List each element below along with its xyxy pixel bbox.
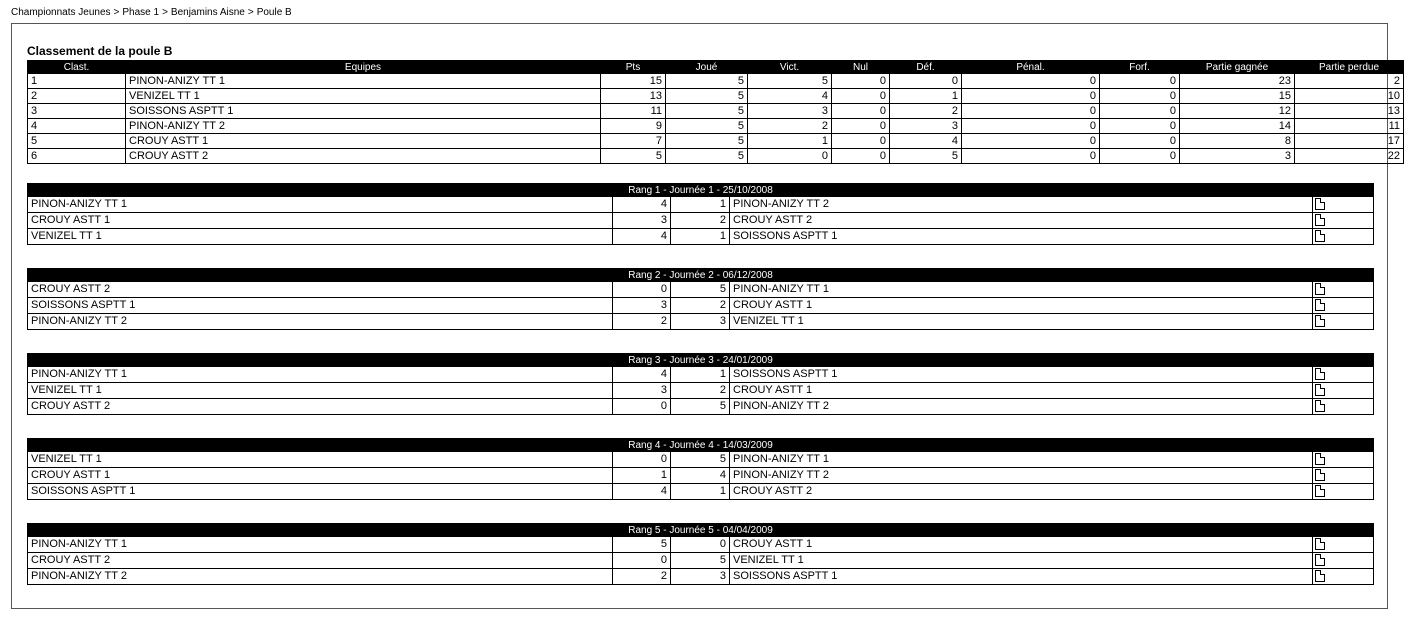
ranking-cell-vict: 0: [748, 149, 832, 164]
match-sheet-cell: [1313, 484, 1374, 500]
away-team: SOISSONS ASPTT 1: [730, 569, 1313, 585]
home-team: VENIZEL TT 1: [28, 452, 613, 468]
ranking-cell-partie-perdue: 11: [1295, 119, 1404, 134]
away-team: PINON-ANIZY TT 2: [730, 468, 1313, 484]
ranking-cell-joue: 5: [666, 74, 748, 89]
away-team: CROUY ASTT 1: [730, 383, 1313, 399]
match-sheet-cell: [1313, 298, 1374, 314]
match-row: [28, 468, 1374, 484]
ranking-row: [28, 134, 1404, 149]
ranking-cell-forf: 0: [1100, 134, 1180, 149]
home-team: PINON-ANIZY TT 1: [28, 367, 613, 383]
round-title: Rang 1 - Journée 1 - 25/10/2008: [28, 184, 1374, 197]
match-sheet-cell: [1313, 468, 1374, 484]
away-score: 1: [671, 229, 730, 245]
round-table: [27, 523, 1374, 585]
match-row: [28, 383, 1374, 399]
away-score: 4: [671, 468, 730, 484]
match-sheet-document-icon[interactable]: [1315, 214, 1325, 226]
ranking-cell-vict: 3: [748, 104, 832, 119]
match-row: [28, 537, 1374, 553]
away-score: 3: [671, 569, 730, 585]
round-title: Rang 2 - Journée 2 - 06/12/2008: [28, 269, 1374, 282]
ranking-cell-equipes: CROUY ASTT 1: [126, 134, 601, 149]
ranking-cell-penal: 0: [962, 134, 1100, 149]
ranking-cell-nul: 0: [832, 134, 890, 149]
ranking-cell-nul: 0: [832, 89, 890, 104]
ranking-table: [27, 60, 1404, 164]
ranking-cell-pts: 15: [601, 74, 666, 89]
round-header-row: [28, 354, 1374, 367]
home-score: 0: [613, 553, 671, 569]
match-sheet-document-icon[interactable]: [1315, 198, 1325, 210]
home-score: 3: [613, 383, 671, 399]
ranking-cell-nul: 0: [832, 149, 890, 164]
home-team: VENIZEL TT 1: [28, 383, 613, 399]
ranking-cell-vict: 2: [748, 119, 832, 134]
round-header-row: [28, 269, 1374, 282]
match-sheet-document-icon[interactable]: [1315, 230, 1325, 242]
ranking-cell-pts: 11: [601, 104, 666, 119]
away-score: 2: [671, 298, 730, 314]
ranking-cell-partie-perdue: 22: [1295, 149, 1404, 164]
breadcrumb-separator: >: [162, 7, 168, 18]
ranking-cell-joue: 5: [666, 149, 748, 164]
ranking-cell-penal: 0: [962, 89, 1100, 104]
match-sheet-cell: [1313, 282, 1374, 298]
match-sheet-cell: [1313, 399, 1374, 415]
ranking-cell-joue: 5: [666, 134, 748, 149]
ranking-cell-partie-perdue: 10: [1295, 89, 1404, 104]
home-team: VENIZEL TT 1: [28, 229, 613, 245]
ranking-row: [28, 74, 1404, 89]
home-score: 2: [613, 569, 671, 585]
match-sheet-cell: [1313, 314, 1374, 330]
away-team: SOISSONS ASPTT 1: [730, 367, 1313, 383]
away-team: PINON-ANIZY TT 2: [730, 399, 1313, 415]
ranking-cell-pts: 9: [601, 119, 666, 134]
breadcrumb-item-phase[interactable]: Phase 1: [122, 7, 160, 18]
ranking-header-row: [28, 61, 1404, 74]
match-row: [28, 484, 1374, 500]
round-title: Rang 3 - Journée 3 - 24/01/2009: [28, 354, 1374, 367]
home-score: 5: [613, 537, 671, 553]
ranking-cell-def: 1: [890, 89, 962, 104]
match-sheet-document-icon[interactable]: [1315, 299, 1325, 311]
ranking-cell-clast: 4: [28, 119, 126, 134]
ranking-cell-partie-perdue: 2: [1295, 74, 1404, 89]
ranking-cell-penal: 0: [962, 119, 1100, 134]
match-row: [28, 298, 1374, 314]
ranking-cell-partie-perdue: 17: [1295, 134, 1404, 149]
match-sheet-document-icon[interactable]: [1315, 368, 1325, 380]
match-sheet-cell: [1313, 553, 1374, 569]
match-sheet-document-icon[interactable]: [1315, 315, 1325, 327]
match-row: [28, 553, 1374, 569]
away-score: 1: [671, 367, 730, 383]
ranking-cell-pts: 13: [601, 89, 666, 104]
away-team: PINON-ANIZY TT 1: [730, 282, 1313, 298]
breadcrumb: [11, 7, 292, 18]
ranking-cell-equipes: PINON-ANIZY TT 2: [126, 119, 601, 134]
ranking-cell-forf: 0: [1100, 149, 1180, 164]
ranking-cell-partie-gagnee: 8: [1180, 134, 1295, 149]
away-score: 5: [671, 282, 730, 298]
away-team: VENIZEL TT 1: [730, 553, 1313, 569]
ranking-cell-clast: 3: [28, 104, 126, 119]
round-title: Rang 5 - Journée 5 - 04/04/2009: [28, 524, 1374, 537]
column-header-clast: Clast.: [28, 61, 126, 74]
away-team: VENIZEL TT 1: [730, 314, 1313, 330]
home-score: 0: [613, 282, 671, 298]
breadcrumb-item-poule[interactable]: Poule B: [256, 7, 292, 18]
home-team: CROUY ASTT 1: [28, 213, 613, 229]
match-sheet-document-icon[interactable]: [1315, 384, 1325, 396]
ranking-cell-equipes: PINON-ANIZY TT 1: [126, 74, 601, 89]
match-row: [28, 314, 1374, 330]
match-row: [28, 452, 1374, 468]
away-team: SOISSONS ASPTT 1: [730, 229, 1313, 245]
ranking-cell-equipes: CROUY ASTT 2: [126, 149, 601, 164]
ranking-cell-clast: 1: [28, 74, 126, 89]
home-score: 2: [613, 314, 671, 330]
column-header-partie-gagnee: Partie gagnée: [1180, 61, 1295, 74]
breadcrumb-item-championnats[interactable]: Championnats Jeunes: [11, 7, 111, 18]
ranking-cell-forf: 0: [1100, 104, 1180, 119]
ranking-row: [28, 149, 1404, 164]
home-score: 0: [613, 399, 671, 415]
home-score: 0: [613, 452, 671, 468]
ranking-cell-partie-gagnee: 23: [1180, 74, 1295, 89]
match-row: [28, 197, 1374, 213]
home-team: PINON-ANIZY TT 2: [28, 314, 613, 330]
ranking-cell-equipes: VENIZEL TT 1: [126, 89, 601, 104]
breadcrumb-item-division[interactable]: Benjamins Aisne: [170, 7, 245, 18]
match-sheet-document-icon[interactable]: [1315, 485, 1325, 497]
ranking-cell-def: 2: [890, 104, 962, 119]
ranking-cell-nul: 0: [832, 74, 890, 89]
match-sheet-document-icon[interactable]: [1315, 554, 1325, 566]
ranking-cell-vict: 4: [748, 89, 832, 104]
round-header-row: [28, 184, 1374, 197]
ranking-cell-def: 4: [890, 134, 962, 149]
home-score: 3: [613, 298, 671, 314]
ranking-row: [28, 104, 1404, 119]
home-score: 4: [613, 367, 671, 383]
round-title: Rang 4 - Journée 4 - 14/03/2009: [28, 439, 1374, 452]
home-team: SOISSONS ASPTT 1: [28, 484, 613, 500]
ranking-cell-equipes: SOISSONS ASPTT 1: [126, 104, 601, 119]
ranking-cell-def: 3: [890, 119, 962, 134]
match-sheet-cell: [1313, 537, 1374, 553]
match-row: [28, 213, 1374, 229]
home-team: CROUY ASTT 2: [28, 553, 613, 569]
ranking-cell-joue: 5: [666, 119, 748, 134]
home-team: PINON-ANIZY TT 2: [28, 569, 613, 585]
home-team: SOISSONS ASPTT 1: [28, 298, 613, 314]
ranking-cell-partie-perdue: 13: [1295, 104, 1404, 119]
match-sheet-document-icon[interactable]: [1315, 283, 1325, 295]
column-header-penal: Pénal.: [962, 61, 1100, 74]
column-header-partie-perdue: Partie perdue: [1295, 61, 1404, 74]
match-row: [28, 367, 1374, 383]
round-table: [27, 183, 1374, 245]
column-header-vict: Vict.: [748, 61, 832, 74]
away-score: 2: [671, 383, 730, 399]
away-team: PINON-ANIZY TT 1: [730, 452, 1313, 468]
away-score: 5: [671, 452, 730, 468]
column-header-forf: Forf.: [1100, 61, 1180, 74]
home-team: PINON-ANIZY TT 1: [28, 537, 613, 553]
round-header-row: [28, 439, 1374, 452]
ranking-row: [28, 89, 1404, 104]
match-sheet-document-icon[interactable]: [1315, 469, 1325, 481]
ranking-cell-joue: 5: [666, 104, 748, 119]
home-team: CROUY ASTT 2: [28, 282, 613, 298]
away-team: CROUY ASTT 2: [730, 484, 1313, 500]
ranking-cell-clast: 5: [28, 134, 126, 149]
home-team: PINON-ANIZY TT 1: [28, 197, 613, 213]
round-header-row: [28, 524, 1374, 537]
match-row: [28, 399, 1374, 415]
ranking-cell-joue: 5: [666, 89, 748, 104]
home-team: CROUY ASTT 1: [28, 468, 613, 484]
match-sheet-document-icon[interactable]: [1315, 570, 1325, 582]
ranking-cell-partie-gagnee: 3: [1180, 149, 1295, 164]
match-sheet-cell: [1313, 213, 1374, 229]
home-score: 4: [613, 484, 671, 500]
ranking-cell-def: 0: [890, 74, 962, 89]
column-header-joue: Joué: [666, 61, 748, 74]
match-row: [28, 569, 1374, 585]
round-table: [27, 268, 1374, 330]
match-sheet-document-icon[interactable]: [1315, 453, 1325, 465]
match-sheet-cell: [1313, 229, 1374, 245]
column-header-equipes: Equipes: [126, 61, 601, 74]
column-header-nul: Nul: [832, 61, 890, 74]
ranking-cell-nul: 0: [832, 104, 890, 119]
round-table: [27, 438, 1374, 500]
away-team: PINON-ANIZY TT 2: [730, 197, 1313, 213]
ranking-cell-penal: 0: [962, 149, 1100, 164]
ranking-cell-forf: 0: [1100, 119, 1180, 134]
away-score: 5: [671, 553, 730, 569]
away-score: 2: [671, 213, 730, 229]
ranking-cell-def: 5: [890, 149, 962, 164]
ranking-row: [28, 119, 1404, 134]
ranking-cell-clast: 2: [28, 89, 126, 104]
column-header-def: Déf.: [890, 61, 962, 74]
away-team: CROUY ASTT 2: [730, 213, 1313, 229]
match-row: [28, 229, 1374, 245]
home-score: 1: [613, 468, 671, 484]
column-header-pts: Pts: [601, 61, 666, 74]
round-table: [27, 353, 1374, 415]
home-team: CROUY ASTT 2: [28, 399, 613, 415]
match-sheet-cell: [1313, 197, 1374, 213]
away-score: 5: [671, 399, 730, 415]
ranking-cell-partie-gagnee: 15: [1180, 89, 1295, 104]
ranking-cell-partie-gagnee: 14: [1180, 119, 1295, 134]
home-score: 4: [613, 229, 671, 245]
ranking-cell-forf: 0: [1100, 74, 1180, 89]
ranking-cell-penal: 0: [962, 74, 1100, 89]
ranking-cell-forf: 0: [1100, 89, 1180, 104]
ranking-cell-pts: 5: [601, 149, 666, 164]
match-row: [28, 282, 1374, 298]
ranking-cell-partie-gagnee: 12: [1180, 104, 1295, 119]
match-sheet-cell: [1313, 367, 1374, 383]
ranking-cell-vict: 5: [748, 74, 832, 89]
ranking-cell-nul: 0: [832, 119, 890, 134]
ranking-cell-penal: 0: [962, 104, 1100, 119]
match-sheet-cell: [1313, 569, 1374, 585]
breadcrumb-separator: >: [113, 7, 120, 18]
away-score: 1: [671, 484, 730, 500]
ranking-cell-vict: 1: [748, 134, 832, 149]
page-title: Classement de la poule B: [27, 44, 173, 58]
away-score: 1: [671, 197, 730, 213]
breadcrumb-separator: >: [247, 7, 254, 18]
home-score: 4: [613, 197, 671, 213]
away-team: CROUY ASTT 1: [730, 537, 1313, 553]
match-sheet-document-icon[interactable]: [1315, 400, 1325, 412]
home-score: 3: [613, 213, 671, 229]
match-sheet-document-icon[interactable]: [1315, 538, 1325, 550]
away-team: CROUY ASTT 1: [730, 298, 1313, 314]
ranking-cell-pts: 7: [601, 134, 666, 149]
away-score: 0: [671, 537, 730, 553]
ranking-cell-clast: 6: [28, 149, 126, 164]
match-sheet-cell: [1313, 452, 1374, 468]
away-score: 3: [671, 314, 730, 330]
match-sheet-cell: [1313, 383, 1374, 399]
